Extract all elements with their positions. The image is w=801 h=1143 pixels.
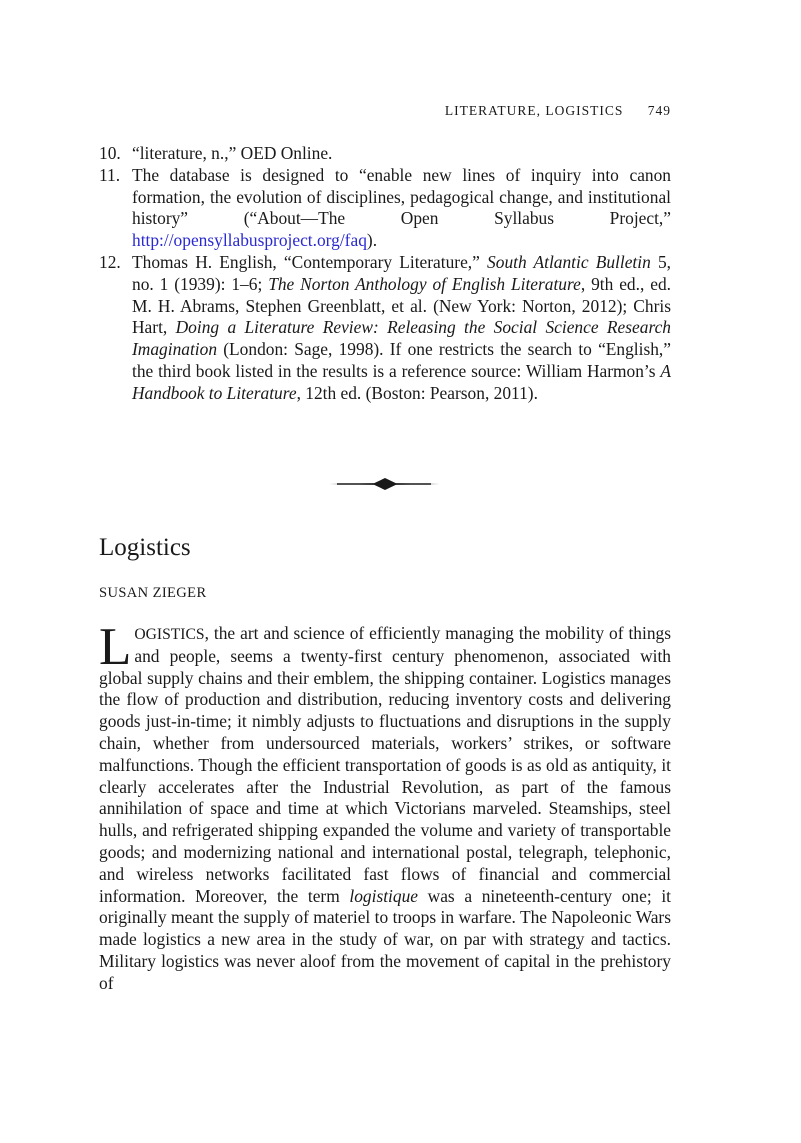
text-run: “literature, n.,” OED Online. bbox=[132, 143, 333, 163]
section-title: Logistics bbox=[99, 534, 191, 561]
endnote-number: 11. bbox=[99, 164, 121, 185]
author-name: SUSAN ZIEGER bbox=[99, 585, 207, 601]
page-number: 749 bbox=[647, 103, 671, 118]
endnote bbox=[99, 165, 671, 252]
section-divider-ornament bbox=[329, 475, 440, 493]
text-run: Thomas H. English, “Contemporary Literature,” bbox=[132, 251, 488, 272]
lead-word: OGISTICS bbox=[134, 626, 205, 643]
text-run: The database is designed to “enable new lines of inquiry into canon formation, the evolution of disciplines, pedagogical change, and institutional history” (“About—The Open Syllabus Project,” bbox=[132, 164, 671, 229]
italic-title: A Handbook to Literature bbox=[132, 360, 671, 403]
text-run: , the art and science of efficiently managing the mobility of things and people, seems a twenty-first century phenomenon, associated with global supply chains and their emblem, the shipping container. Logistics manages the flow of production and distribution, reducing inventory costs and delivering goods just-in-time; it nimbly adjusts to fluctuations and disruptions in the supply chain, whether from undersourced materials, workers’ strikes, or software malfunctions. Though the efficient transportation of goods is as old as antiquity, it clearly accelerates after the Industrial Revolution, as part of the famous annihilation of space and time at which Victorians marveled. Steamships, steel hulls, and refrigerated shipping expanded the volume and variety of transportable goods; and modernizing national and international postal, telegraph, telephonic, and wireless networks facilitated fast flows of financial and commercial information. Moreover, the term bbox=[99, 623, 671, 906]
italic-title: South Atlantic Bulletin bbox=[487, 251, 651, 272]
text-run: , 9th ed., ed. M. H. Abrams, Stephen Greenblatt, et al. (New York: Norton, 2012); Chris Hart, bbox=[132, 273, 671, 338]
text-run: ). bbox=[366, 230, 378, 251]
running-head bbox=[445, 103, 671, 119]
endnote bbox=[99, 252, 671, 405]
text-run: , 12th ed. (Boston: Pearson, 2011). bbox=[296, 382, 538, 403]
note-link[interactable]: http://opensyllabusproject.org/faq bbox=[132, 230, 367, 251]
running-head-title: LITERATURE, LOGISTICS bbox=[444, 103, 624, 118]
endnote bbox=[99, 143, 671, 165]
endnotes bbox=[99, 143, 671, 405]
italic-title: logistique bbox=[349, 885, 418, 906]
text-run: (London: Sage, 1998). If one restricts the search to “English,” the third book listed in the results is a reference source: William Harmon’s bbox=[132, 339, 671, 381]
italic-title: Doing a Literature Review: Releasing the Social Science Research Imagination bbox=[132, 317, 671, 360]
endnote-number: 10. bbox=[99, 143, 121, 163]
text-run: 5, no. 1 (1939): 1–6; bbox=[132, 251, 672, 294]
text-run: was a nineteenth-century one; it originally meant the supply of materiel to troops in warfare. The Napoleonic Wars made logistics a new area in the study of war, on par with strategy and tactics. Military logistics was never aloof from the movement of capital in the prehistory of bbox=[99, 885, 671, 993]
article-body bbox=[99, 618, 671, 995]
drop-cap: L bbox=[99, 618, 132, 676]
italic-title: The Norton Anthology of English Literature bbox=[268, 273, 581, 294]
body-paragraph-text bbox=[99, 618, 671, 993]
endnote-number: 12. bbox=[99, 251, 121, 272]
